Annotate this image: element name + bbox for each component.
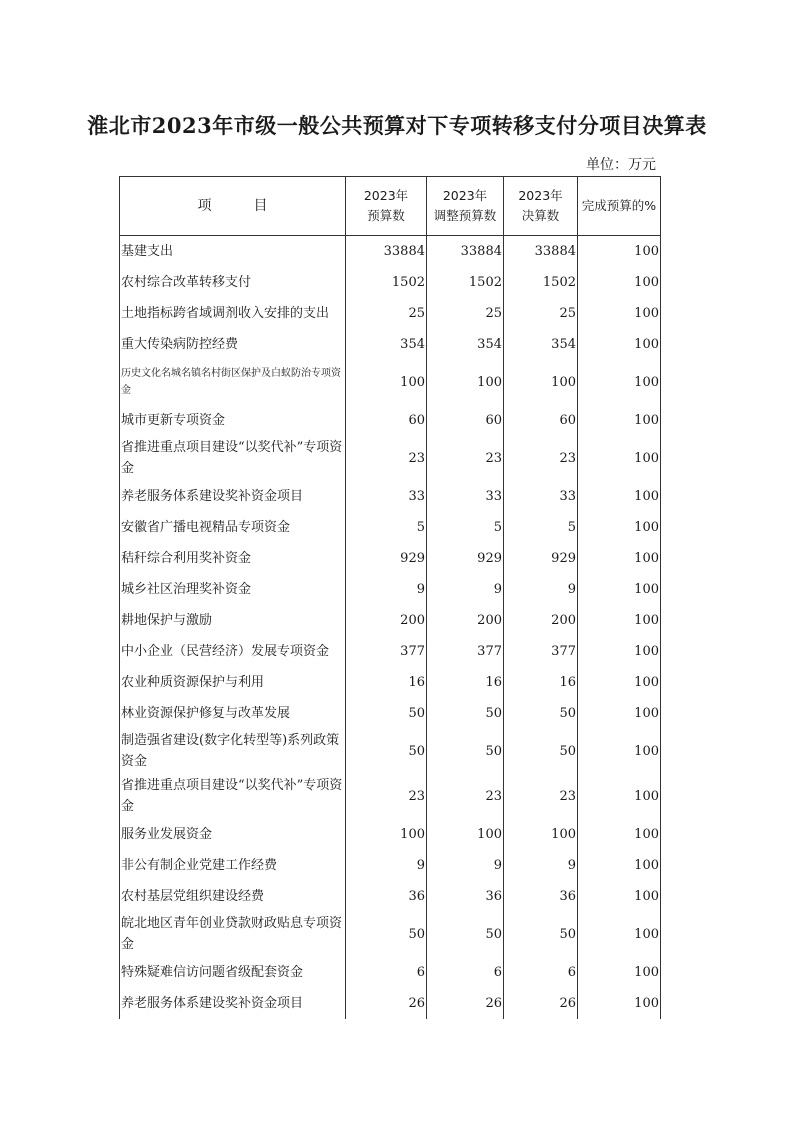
row-pct: 100 (578, 360, 661, 405)
table-row (120, 405, 661, 436)
row-pct: 100 (578, 605, 661, 636)
row-adjusted: 36 (427, 881, 504, 912)
row-name: 农村综合改革转移支付 (120, 267, 346, 298)
row-pct: 100 (578, 636, 661, 667)
row-pct: 100 (578, 988, 661, 1019)
row-name: 养老服务体系建设奖补资金项目 (120, 481, 346, 512)
document-title: 淮北市2023年市级一般公共预算对下专项转移支付分项目决算表 (87, 113, 707, 138)
row-adjusted: 60 (427, 405, 504, 436)
row-budget: 23 (346, 436, 427, 481)
row-pct: 100 (578, 329, 661, 360)
row-name: 非公有制企业党建工作经费 (120, 850, 346, 881)
row-budget: 354 (346, 329, 427, 360)
row-final: 6 (504, 957, 578, 988)
row-final: 200 (504, 605, 578, 636)
row-budget: 33884 (346, 236, 427, 267)
row-adjusted: 25 (427, 298, 504, 329)
row-pct: 100 (578, 774, 661, 819)
row-budget: 33 (346, 481, 427, 512)
row-pct: 100 (578, 267, 661, 298)
row-final: 1502 (504, 267, 578, 298)
row-name: 重大传染病防控经费 (120, 329, 346, 360)
row-pct: 100 (578, 912, 661, 957)
row-pct: 100 (578, 543, 661, 574)
row-name: 服务业发展资金 (120, 819, 346, 850)
row-name: 养老服务体系建设奖补资金项目 (120, 988, 346, 1019)
row-name: 安徽省广播电视精品专项资金 (120, 512, 346, 543)
table-row (120, 543, 661, 574)
row-name: 土地指标跨省域调剂收入安排的支出 (120, 298, 346, 329)
table-row (120, 729, 661, 774)
table-row (120, 988, 661, 1019)
row-name: 城乡社区治理奖补资金 (120, 574, 346, 605)
row-budget: 16 (346, 667, 427, 698)
row-budget: 36 (346, 881, 427, 912)
row-pct: 100 (578, 819, 661, 850)
row-adjusted: 16 (427, 667, 504, 698)
row-final: 100 (504, 360, 578, 405)
row-pct: 100 (578, 574, 661, 605)
header-item: 项 目 (120, 177, 346, 236)
row-name: 省推进重点项目建设“以奖代补”专项资金 (120, 774, 346, 819)
header-adjusted (427, 177, 504, 236)
row-name: 中小企业（民营经济）发展专项资金 (120, 636, 346, 667)
row-name: 省推进重点项目建设“以奖代补”专项资金 (120, 436, 346, 481)
table-row (120, 236, 661, 267)
row-budget: 23 (346, 774, 427, 819)
row-pct: 100 (578, 881, 661, 912)
table-row (120, 698, 661, 729)
row-adjusted: 377 (427, 636, 504, 667)
table-row (120, 267, 661, 298)
row-name: 农业种质资源保护与利用 (120, 667, 346, 698)
header-budget-year: 2023年 (363, 188, 409, 203)
row-name: 城市更新专项资金 (120, 405, 346, 436)
row-pct: 100 (578, 298, 661, 329)
header-pct: 完成预算的% (578, 177, 661, 236)
row-name: 农村基层党组织建设经费 (120, 881, 346, 912)
row-name: 耕地保护与激励 (120, 605, 346, 636)
table-row (120, 912, 661, 957)
table-row (120, 667, 661, 698)
row-pct: 100 (578, 405, 661, 436)
row-budget: 200 (346, 605, 427, 636)
row-adjusted: 929 (427, 543, 504, 574)
row-name: 基建支出 (120, 236, 346, 267)
row-adjusted: 33 (427, 481, 504, 512)
row-adjusted: 200 (427, 605, 504, 636)
row-adjusted: 23 (427, 774, 504, 819)
row-budget: 60 (346, 405, 427, 436)
row-name: 历史文化名城名镇名村街区保护及白蚁防治专项资金 (120, 360, 346, 405)
row-adjusted: 354 (427, 329, 504, 360)
row-adjusted: 50 (427, 698, 504, 729)
row-pct: 100 (578, 667, 661, 698)
row-name: 皖北地区青年创业贷款财政贴息专项资金 (120, 912, 346, 957)
row-pct: 100 (578, 850, 661, 881)
row-budget: 50 (346, 912, 427, 957)
row-final: 377 (504, 636, 578, 667)
row-final: 60 (504, 405, 578, 436)
row-final: 5 (504, 512, 578, 543)
row-final: 9 (504, 574, 578, 605)
table-header (120, 177, 661, 236)
row-budget: 1502 (346, 267, 427, 298)
row-budget: 100 (346, 360, 427, 405)
row-adjusted: 23 (427, 436, 504, 481)
row-adjusted: 26 (427, 988, 504, 1019)
row-final: 50 (504, 698, 578, 729)
row-budget: 377 (346, 636, 427, 667)
row-name: 林业资源保护修复与改革发展 (120, 698, 346, 729)
row-pct: 100 (578, 436, 661, 481)
row-final: 33884 (504, 236, 578, 267)
row-budget: 9 (346, 850, 427, 881)
header-final-year: 2023年 (518, 188, 563, 203)
row-final: 23 (504, 774, 578, 819)
table-row (120, 605, 661, 636)
budget-table (119, 176, 661, 1019)
row-budget: 929 (346, 543, 427, 574)
table-body (120, 236, 661, 1019)
row-adjusted: 100 (427, 819, 504, 850)
row-adjusted: 50 (427, 912, 504, 957)
header-final (504, 177, 578, 236)
row-name: 秸秆综合利用奖补资金 (120, 543, 346, 574)
table-row (120, 436, 661, 481)
row-adjusted: 100 (427, 360, 504, 405)
row-name: 特殊疑难信访问题省级配套资金 (120, 957, 346, 988)
table-row (120, 819, 661, 850)
row-budget: 100 (346, 819, 427, 850)
header-adjusted-year: 2023年 (442, 188, 488, 203)
unit-label: 单位：万元 (586, 157, 656, 173)
row-budget: 5 (346, 512, 427, 543)
row-adjusted: 33884 (427, 236, 504, 267)
table-row (120, 636, 661, 667)
row-adjusted: 1502 (427, 267, 504, 298)
row-adjusted: 6 (427, 957, 504, 988)
row-final: 23 (504, 436, 578, 481)
table-row (120, 881, 661, 912)
row-pct: 100 (578, 729, 661, 774)
row-final: 100 (504, 819, 578, 850)
row-final: 26 (504, 988, 578, 1019)
header-budget (346, 177, 427, 236)
row-final: 50 (504, 729, 578, 774)
table-row (120, 329, 661, 360)
table-row (120, 298, 661, 329)
row-final: 50 (504, 912, 578, 957)
row-final: 33 (504, 481, 578, 512)
row-final: 354 (504, 329, 578, 360)
row-budget: 26 (346, 988, 427, 1019)
table-row (120, 481, 661, 512)
row-final: 25 (504, 298, 578, 329)
table-row (120, 850, 661, 881)
row-pct: 100 (578, 481, 661, 512)
table-row (120, 360, 661, 405)
row-pct: 100 (578, 512, 661, 543)
row-adjusted: 9 (427, 574, 504, 605)
table-row (120, 512, 661, 543)
table-row (120, 957, 661, 988)
row-adjusted: 5 (427, 512, 504, 543)
header-adjusted-label: 调整预算数 (433, 208, 497, 223)
row-budget: 25 (346, 298, 427, 329)
row-final: 16 (504, 667, 578, 698)
row-name: 制造强省建设(数字化转型等)系列政策资金 (120, 729, 346, 774)
header-budget-label: 预算数 (367, 208, 405, 223)
header-final-label: 决算数 (521, 208, 560, 223)
row-final: 9 (504, 850, 578, 881)
row-budget: 9 (346, 574, 427, 605)
row-final: 929 (504, 543, 578, 574)
row-final: 36 (504, 881, 578, 912)
row-adjusted: 9 (427, 850, 504, 881)
row-budget: 6 (346, 957, 427, 988)
row-budget: 50 (346, 698, 427, 729)
table-row (120, 574, 661, 605)
row-pct: 100 (578, 698, 661, 729)
table-row (120, 774, 661, 819)
row-pct: 100 (578, 236, 661, 267)
row-pct: 100 (578, 957, 661, 988)
row-adjusted: 50 (427, 729, 504, 774)
row-budget: 50 (346, 729, 427, 774)
